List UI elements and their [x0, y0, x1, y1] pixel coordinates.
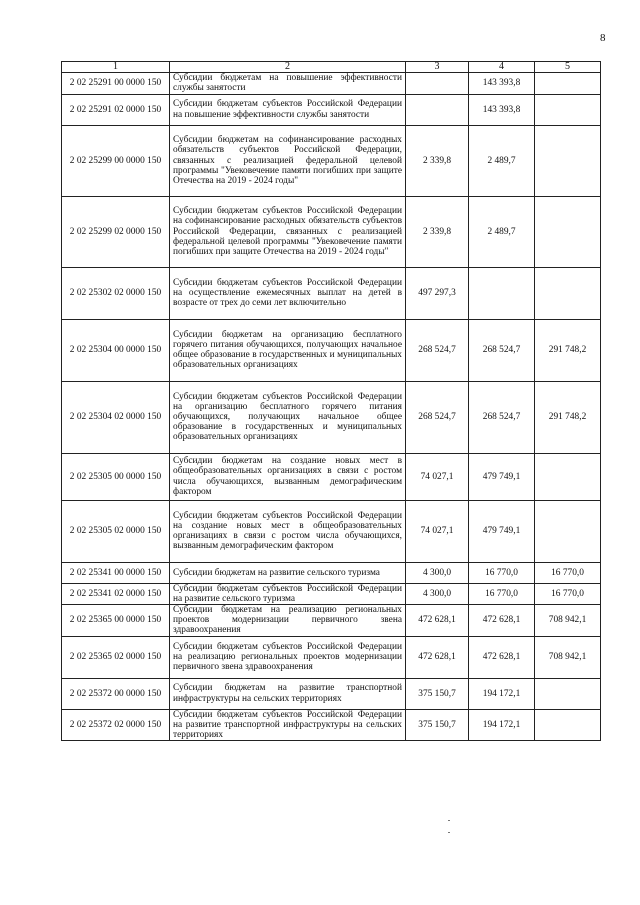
table-row: [62, 709, 601, 741]
column-header: 3: [406, 62, 469, 73]
scan-speck: [448, 832, 450, 833]
amount-cell-col4: 194 172,1: [469, 709, 535, 741]
amount-cell-col5: [535, 125, 601, 196]
scan-speck: [448, 820, 450, 821]
budget-code-cell: 2 02 25299 02 0000 150: [62, 196, 170, 267]
description-cell: Субсидии бюджетам на организацию бесплатного горячего питания обучающихся, получающих начальное общее образование в государственных и муниципальных образовательных организациях: [170, 319, 406, 381]
amount-cell-col3: 4 300,0: [406, 583, 469, 604]
description-cell: Субсидии бюджетам субъектов Российской Федерации на реализацию региональных проектов модернизации первичного звена здравоохранения: [170, 636, 406, 678]
budget-code-cell: 2 02 25341 02 0000 150: [62, 583, 170, 604]
budget-code-cell: 2 02 25372 00 0000 150: [62, 678, 170, 709]
amount-cell-col3: 268 524,7: [406, 381, 469, 453]
amount-cell-col5: 708 942,1: [535, 636, 601, 678]
amount-cell-col4: [469, 267, 535, 319]
description-cell: Субсидии бюджетам субъектов Российской Федерации на софинансирование расходных обязательств субъектов Российской Федерации, связанных с реализацией федеральной целевой программы "Увековечение памяти погибших при защите Отечества на 2019 - 2024 годы": [170, 196, 406, 267]
table-row: [62, 605, 601, 637]
table-row: [62, 196, 601, 267]
description-cell: Субсидии бюджетам субъектов Российской Федерации на осуществление ежемесячных выплат на детей в возрасте от трех до семи лет включительно: [170, 267, 406, 319]
amount-cell-col4: 268 524,7: [469, 381, 535, 453]
amount-cell-col4: 16 770,0: [469, 562, 535, 583]
amount-cell-col3: 4 300,0: [406, 562, 469, 583]
budget-code-cell: 2 02 25291 02 0000 150: [62, 94, 170, 125]
budget-code-cell: 2 02 25305 00 0000 150: [62, 453, 170, 500]
amount-cell-col4: 143 393,8: [469, 73, 535, 94]
budget-table: [61, 61, 601, 741]
table-row: [62, 125, 601, 196]
amount-cell-col5: [535, 500, 601, 562]
amount-cell-col5: 708 942,1: [535, 605, 601, 637]
column-header: 2: [170, 62, 406, 73]
budget-code-cell: 2 02 25365 00 0000 150: [62, 605, 170, 637]
amount-cell-col4: 2 489,7: [469, 125, 535, 196]
table-row: [62, 500, 601, 562]
amount-cell-col5: [535, 73, 601, 94]
budget-code-cell: 2 02 25372 02 0000 150: [62, 709, 170, 741]
amount-cell-col3: 472 628,1: [406, 605, 469, 637]
amount-cell-col4: 479 749,1: [469, 500, 535, 562]
amount-cell-col5: [535, 678, 601, 709]
amount-cell-col3: 2 339,8: [406, 196, 469, 267]
budget-code-cell: 2 02 25299 00 0000 150: [62, 125, 170, 196]
description-cell: Субсидии бюджетам субъектов Российской Федерации на создание новых мест в общеобразовательных организациях в связи с ростом числа обучающихся, вызванным демографическим фактором: [170, 500, 406, 562]
table-row: [62, 94, 601, 125]
amount-cell-col5: [535, 94, 601, 125]
budget-code-cell: 2 02 25341 00 0000 150: [62, 562, 170, 583]
amount-cell-col4: 268 524,7: [469, 319, 535, 381]
amount-cell-col3: 472 628,1: [406, 636, 469, 678]
amount-cell-col3: 268 524,7: [406, 319, 469, 381]
amount-cell-col5: 291 748,2: [535, 381, 601, 453]
description-cell: Субсидии бюджетам субъектов Российской Федерации на повышение эффективности службы занятости: [170, 94, 406, 125]
amount-cell-col4: 16 770,0: [469, 583, 535, 604]
description-cell: Субсидии бюджетам на повышение эффективности службы занятости: [170, 73, 406, 94]
amount-cell-col3: 497 297,3: [406, 267, 469, 319]
amount-cell-col5: 16 770,0: [535, 562, 601, 583]
amount-cell-col5: [535, 267, 601, 319]
amount-cell-col5: 16 770,0: [535, 583, 601, 604]
description-cell: Субсидии бюджетам субъектов Российской Федерации на организацию бесплатного горячего питания обучающихся, получающих начальное общее образование в государственных и муниципальных образовательных организациях: [170, 381, 406, 453]
amount-cell-col5: [535, 709, 601, 741]
amount-cell-col3: 74 027,1: [406, 453, 469, 500]
description-cell: Субсидии бюджетам на развитие сельского туризма: [170, 562, 406, 583]
table-row: [62, 453, 601, 500]
amount-cell-col5: [535, 453, 601, 500]
table-row: [62, 678, 601, 709]
budget-code-cell: 2 02 25304 02 0000 150: [62, 381, 170, 453]
table-row: [62, 583, 601, 604]
description-cell: Субсидии бюджетам субъектов Российской Федерации на развитие сельского туризма: [170, 583, 406, 604]
amount-cell-col4: 479 749,1: [469, 453, 535, 500]
column-header: 5: [535, 62, 601, 73]
amount-cell-col3: 375 150,7: [406, 709, 469, 741]
budget-code-cell: 2 02 25304 00 0000 150: [62, 319, 170, 381]
description-cell: Субсидии бюджетам на софинансирование расходных обязательств субъектов Российской Федерации, связанных с реализацией федеральной целевой программы "Увековечение памяти погибших при защите Отечества на 2019 - 2024 годы": [170, 125, 406, 196]
table-row: [62, 636, 601, 678]
amount-cell-col4: 472 628,1: [469, 605, 535, 637]
amount-cell-col4: 194 172,1: [469, 678, 535, 709]
column-header: 4: [469, 62, 535, 73]
amount-cell-col4: 143 393,8: [469, 94, 535, 125]
table-row: [62, 562, 601, 583]
amount-cell-col3: 375 150,7: [406, 678, 469, 709]
table-row: [62, 73, 601, 94]
amount-cell-col4: 472 628,1: [469, 636, 535, 678]
description-cell: Субсидии бюджетам на реализацию региональных проектов модернизации первичного звена здравоохранения: [170, 605, 406, 637]
description-cell: Субсидии бюджетам на создание новых мест в общеобразовательных организациях в связи с ростом числа обучающихся, вызванным демографическим фактором: [170, 453, 406, 500]
table-header-row: [62, 62, 601, 73]
budget-code-cell: 2 02 25365 02 0000 150: [62, 636, 170, 678]
amount-cell-col3: 2 339,8: [406, 125, 469, 196]
amount-cell-col3: 74 027,1: [406, 500, 469, 562]
page-number: 8: [600, 32, 606, 44]
amount-cell-col3: [406, 73, 469, 94]
description-cell: Субсидии бюджетам субъектов Российской Федерации на развитие транспортной инфраструктуры на сельских территориях: [170, 709, 406, 741]
budget-code-cell: 2 02 25302 02 0000 150: [62, 267, 170, 319]
amount-cell-col5: 291 748,2: [535, 319, 601, 381]
table-row: [62, 381, 601, 453]
budget-code-cell: 2 02 25305 02 0000 150: [62, 500, 170, 562]
table-row: [62, 267, 601, 319]
table-body: [62, 73, 601, 741]
amount-cell-col4: 2 489,7: [469, 196, 535, 267]
amount-cell-col3: [406, 94, 469, 125]
budget-code-cell: 2 02 25291 00 0000 150: [62, 73, 170, 94]
description-cell: Субсидии бюджетам на развитие транспортной инфраструктуры на сельских территориях: [170, 678, 406, 709]
table-row: [62, 319, 601, 381]
column-header: 1: [62, 62, 170, 73]
amount-cell-col5: [535, 196, 601, 267]
